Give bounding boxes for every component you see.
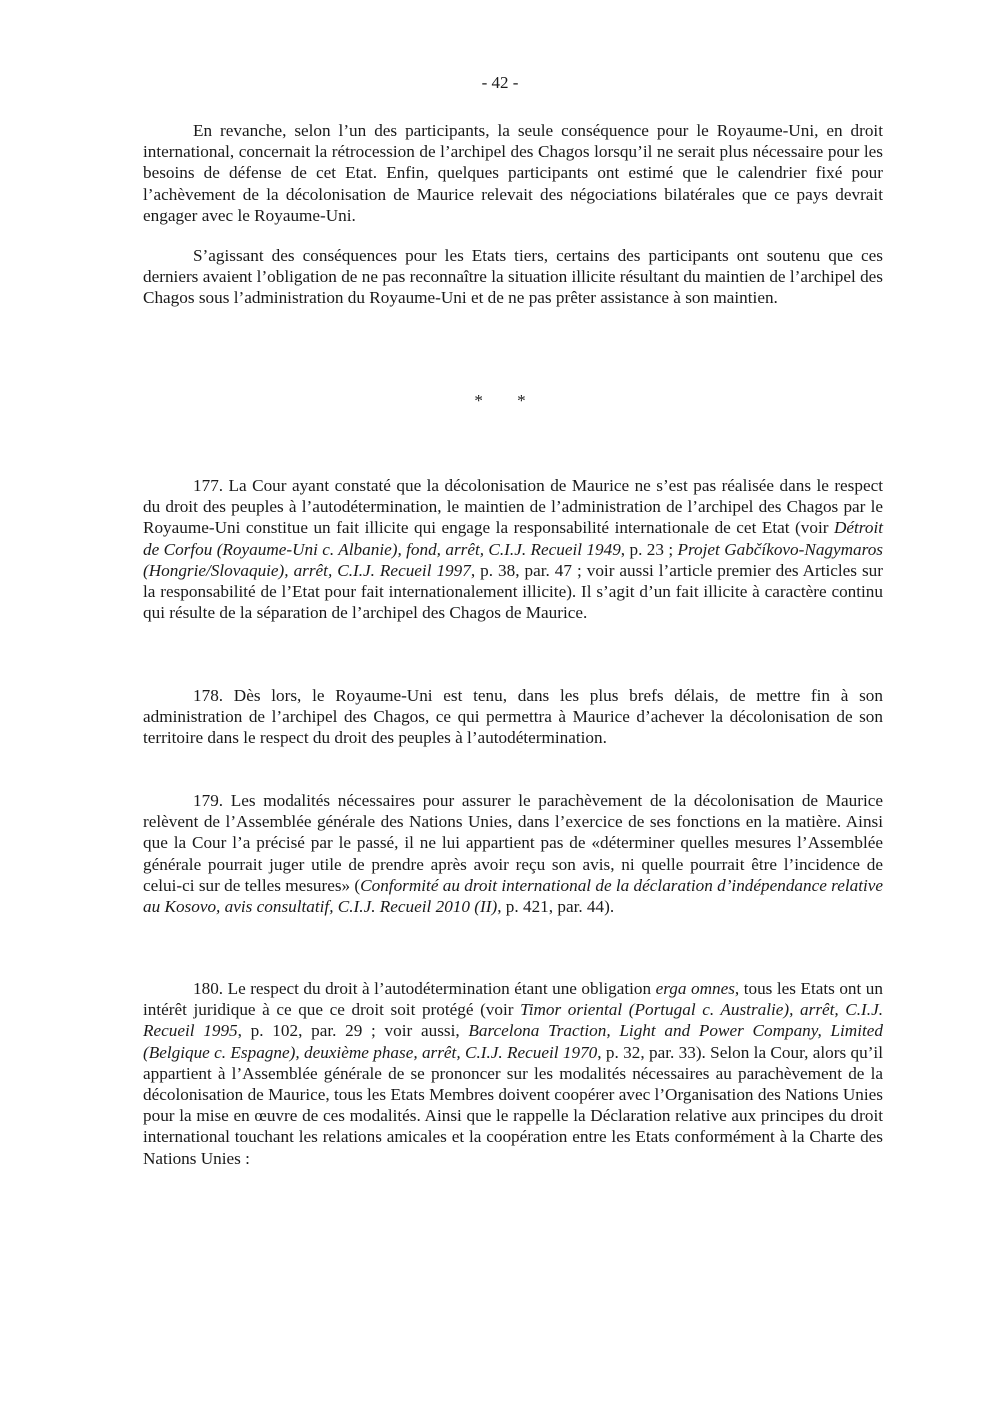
citation-timor: Timor oriental (Portugal c. Australie), arrêt, C.I.J. Recueil 1995 (143, 1000, 884, 1041)
paragraph-177-text-b: , p. 23 ; (620, 539, 678, 559)
paragraph-177 (143, 475, 883, 623)
paragraph-178: 178. Dès lors, le Royaume-Uni est tenu, dans les plus brefs délais, de mettre fin à son administration de l’archipel des Chagos, ce qui permettra à Maurice d’achever la décolonisation de son territoire dans le respect du droit des peuples à l’autodétermination. (143, 686, 883, 748)
paragraph-180-text-b: , tous les Etats ont un intérêt juridique à ce que ce droit soit protégé (voir (143, 979, 883, 1020)
citation-gabcikovo: Projet Gabčíkovo-Nagymaros (Hongrie/Slovaquie), arrêt, C.I.J. Recueil 1997 (143, 539, 883, 580)
citation-barcelona-traction: Barcelona Traction, Light and Power Company, Limited (Belgique c. Espagne), deuxième phase, arrêt, C.I.J. Recueil 1970 (143, 1021, 883, 1062)
paragraph-consequences-third-states: S’agissant des conséquences pour les Etats tiers, certains des participants ont soutenu que ces derniers avaient l’obligation de ne pas reconnaître la situation illicite résultant du maintien de l’archipel des Chagos sous l’administration du Royaume-Uni et de ne pas prêter assistance à son maintien. (143, 246, 883, 308)
citation-kosovo: Conformité au droit international de la déclaration d’indépendance relative au Kosovo, avis consultatif, C.I.J. Recueil 2010 (II) (143, 875, 884, 917)
paragraph-179-text-a: 179. Les modalités nécessaires pour assurer le parachèvement de la décolonisation de Maurice relèvent de l’Assemblée générale des Nations Unies, dans l’exercice de ses fonctions en la matière. Ainsi que la Cour l’a précisé par le passé, il ne lui appartient pas de «déterminer quelles mesures l’Assemblée générale pourrait juger utile de prendre après avoir reçu son avis, ni quelle pourrait être l’incidence de celui-ci sur de telles mesures» ( (143, 791, 883, 895)
term-erga-omnes: erga omnes (655, 979, 735, 998)
paragraph-179 (143, 790, 883, 917)
section-separator-stars: * * (474, 391, 526, 410)
paragraph-177-text-c: , p. 38, par. 47 ; voir aussi l’article premier des Articles sur la responsabilité de l’Etat pour fait internationalement illicite). Il s’agit d’un fait illicite à caractère continu qui résulte de la séparation de l’archipel des Chagos de Maurice. (143, 560, 883, 623)
paragraph-180 (143, 978, 883, 1169)
paragraph-177-text-a: 177. La Cour ayant constaté que la décolonisation de Maurice ne s’est pas réalisée dans le respect du droit des peuples à l’autodétermination, le maintien de l’administration de l’archipel des Chagos par le Royaume-Uni constitue un fait illicite qui engage la responsabilité internationale de cet Etat (voir (143, 476, 883, 538)
paragraph-consequences-uk: En revanche, selon l’un des participants, la seule conséquence pour le Royaume-Uni, en droit international, concernait la rétrocession de l’archipel des Chagos lorsqu’il ne serait plus nécessaire pour les besoins de défense de cet Etat. Enfin, quelques participants ont estimé que le calendrier fixé pour l’achèvement de la décolonisation de Maurice relevait des négociations bilatérales que ce pays devrait engager avec le Royaume-Uni. (143, 121, 883, 225)
citation-corfou: Détroit de Corfou (Royaume-Uni c. Albanie), fond, arrêt, C.I.J. Recueil 1949 (143, 518, 883, 559)
paragraph-180-text-a: 180. Le respect du droit à l’autodétermination étant une obligation (193, 979, 656, 998)
paragraph-180-text-c: , p. 102, par. 29 ; voir aussi, (237, 1021, 469, 1041)
paragraph-180-text-d: , p. 32, par. 33). Selon la Cour, alors qu’il appartient à l’Assemblée générale de se prononcer sur les modalités nécessaires au parachèvement de la décolonisation de Maurice, tous les Etats Membres doivent coopérer avec l’Organisation des Nations Unies pour la mise en œuvre de ces modalités. Ainsi que le rappelle la Déclaration relative aux principes du droit international touchant les relations amicales et la coopération entre les Etats conformément à la Charte des Nations Unies : (143, 1042, 883, 1168)
page-number: - 42 - (481, 73, 519, 92)
paragraph-179-text-b: , p. 421, par. 44). (497, 897, 615, 917)
